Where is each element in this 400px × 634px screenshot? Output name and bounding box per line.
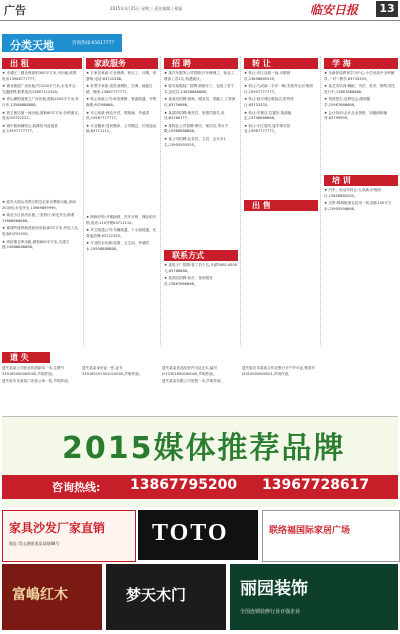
listing: ★ 会计培训:会计从业资格、初级职称辅导,63799999。: [324, 110, 388, 121]
column-listings-1b: [2, 200, 80, 253]
section-header-help: 招 聘: [164, 58, 238, 69]
decoration-ad-title: 丽园装饰: [240, 579, 308, 599]
listing: ★ 某超市招聘:理货员、收银员数名,电话:63766777。: [164, 110, 225, 121]
listing: ★ 青山湖街道独立厂房出租,面积2500平方米,有行车,13588888888。: [2, 97, 79, 107]
listing: ★ 专业防水补漏:屋面、卫生间、外墙防水,15958888888。: [86, 241, 150, 251]
section-header-sell: 出 租: [2, 58, 82, 69]
section-header-study: 学 海: [324, 58, 398, 69]
listing: ★ 转让:市区店面一间,可做餐饮,13858885555。: [244, 71, 291, 81]
column-listings-2b: [86, 215, 158, 255]
sofa-ad-address: 地址:青山湖街道某某路88号: [9, 541, 60, 546]
listing: ★ 环卫疏通公司:马桶疏通、下水道疏通、化粪池清理,63722333。: [86, 228, 157, 238]
redwood-ad-title: 富嶋红木: [12, 587, 68, 603]
listing: ★ 专业搬家:居民搬家、公司搬迁、长短途运输,63711111。: [86, 123, 157, 134]
banner-title: 分类天地: [10, 39, 54, 52]
lost-notices: [2, 366, 398, 412]
section-header-lost: 遗 失: [2, 352, 50, 363]
lost-notice: 遗失某某公司营业执照副本一本,注册号330185000000000,声明作废。: [2, 366, 65, 376]
phone-strip: [2, 475, 398, 499]
date-line: 2015年3月25日 星期三 责任编辑 / 邢磊: [110, 6, 183, 11]
listing: ★ 汽车、电动车转让:九成新,价格面议,13858880000。: [324, 188, 382, 198]
banner-headline: 2015媒体推荐品牌: [62, 431, 346, 466]
listing: ★ 转让:临安城区服装店,带货转让,63733333。: [244, 97, 294, 107]
door-ad: [106, 564, 226, 630]
listing: ★ 转让:小区超市,接手即可营业,13967777777。: [244, 123, 291, 134]
column-divider: [320, 56, 321, 346]
listing: ★ 某电子厂招聘:普工若干名,月薪3000-4500元,63788888。: [164, 263, 238, 273]
section-name: 广告: [4, 4, 26, 17]
listing: ★ 阿枫开锁:开锁换锁、汽车开锁、保险柜开锁,电话:110开锁63711110。: [86, 215, 157, 225]
column-listings-5b: [324, 188, 398, 214]
listing: ★ 全新体验教育学习中心:小学至高中全科辅导,一对一教学,63733355。: [324, 71, 395, 81]
lost-notice: 遗失某某食品经营许可证正本,编号JY13301850000000,声明作废。: [162, 366, 218, 376]
media-brand-banner: [2, 416, 398, 507]
masthead: 临安日报: [310, 3, 359, 17]
listing: ★ 城北小区套房出租,三室两厅,家电齐全,联系13666666666。: [2, 213, 75, 223]
listing: ★ 转让:九成新二手车一辆,手续齐全,价格面议,15957777777。: [244, 84, 313, 94]
page-number: 13: [376, 1, 398, 17]
listing: ★ 转让:早餐店,位置好,客源稳定,13706666666。: [244, 110, 292, 121]
phone-label: 咨询热线:: [52, 481, 101, 494]
listing: ★ 市城区三楼仓库面积300平方米,可出租,联系电话13906777777。: [2, 71, 77, 81]
section-header-camp: 培 训: [324, 175, 398, 186]
lost-notice: 遗失某某有限公司发票一本,声明作废。: [162, 379, 225, 384]
sofa-ad-title: 家具沙发厂家直销: [9, 521, 106, 535]
lost-notice: 遗失某某身份证一张,证号330185197001010000,声明作废。: [82, 366, 143, 376]
lost-notice: 遗失临安市某某合作社银行开户许可证,核准号J3310000000001,声明作废。: [242, 366, 316, 376]
mall-ad: [262, 510, 400, 562]
sofa-ad: [2, 510, 136, 562]
listing: ★ 钱王街店面一间出租,面积60平方米,价格面议,电话:63722222。: [2, 110, 80, 121]
column-divider: [160, 56, 161, 346]
decoration-ad: [230, 564, 398, 630]
listing: ★ 贴心家政公司:家电维修、管道疏通、开锁换锁,63766666。: [86, 97, 157, 107]
section-header-contact: 联系方式: [164, 250, 238, 261]
column-listings-3: [164, 71, 238, 150]
toto-logo: TOTO: [152, 520, 229, 546]
mall-ad-title: 联络福国际家居广场: [269, 526, 351, 536]
section-header-sale: 出 售: [244, 200, 318, 211]
page-header: [0, 0, 400, 21]
column-divider: [240, 56, 241, 346]
column-listings-5: [324, 71, 398, 124]
category-banner: [2, 34, 122, 52]
listing: ★ 某饭店招聘:厨师、服务员、洗碗工,工资面议,63756666。: [164, 97, 236, 107]
listing: ★ 临安某服装厂招聘:熟练车工、包装工若干名,包吃住,13858888888。: [164, 84, 235, 94]
toto-ad: [138, 510, 258, 560]
column-listings-2: [86, 71, 158, 137]
door-ad-title: 梦天木门: [126, 586, 187, 604]
listing: ★ 高虹镇仓库出租,面积800平方米,交通方便,15888888888。: [2, 239, 70, 250]
listing: ★ 临安大明山风景区附近农家乐整体出租,房间20余间,水电齐全,13989899999。: [2, 200, 76, 210]
section-header-transfer: 转 让: [244, 58, 318, 69]
listing: ★ 某物业公司招聘:保安、保洁员,男女不限,15968888888。: [164, 123, 229, 134]
listing: ★ 城中街商铺转让,装修好可直接营业,13957777777。: [2, 123, 58, 134]
phone-number: 13967728617: [262, 477, 370, 493]
listing: ★ 锦北街道厂房出租,约1200平方米,水电齐全,交通便利,联系电话13857112345。: [2, 84, 77, 94]
listing: ★ 安心家政:保洁开荒、擦玻璃、外墙清洗,15967777777。: [86, 110, 150, 121]
banner-phone: 咨询热线:65617777: [72, 41, 115, 46]
column-listings-3b: [164, 263, 238, 289]
redwood-ad: [2, 564, 102, 630]
listing: ★ 某汽车服务公司招聘:汽车修理工、钣金工、喷漆工各2名,待遇面议。: [164, 71, 238, 81]
lost-notice: 遗失临安市某某门市部公章一枚,声明作废。: [2, 379, 72, 384]
column-listings-1: [2, 71, 80, 137]
listing: ★ 某公司招聘:业务员、文员、会计各1名,13905555555。: [164, 136, 226, 147]
section-header-home: 家政服务: [86, 58, 158, 69]
column-listings-4: [244, 71, 318, 137]
listing: ★ 驾校招生:包教包会,随到随学,15967666666。: [324, 97, 371, 107]
listing: ★ 某艺术培训:舞蹈、书法、美术、钢琴,招生进行中,13867888888。: [324, 84, 396, 94]
listing: ★ 好帮手家政:清洗油烟机、空调、地板打蜡、搬家,13867777777。: [86, 84, 153, 94]
phone-number: 13867795200: [130, 477, 238, 493]
column-divider: [83, 56, 84, 346]
listing: ★ 某酒店招聘:前台、客房服务员,13867666666。: [164, 276, 213, 286]
listing: ★ 出售:锦城街道农居房一套,面积150平方米,13905556666。: [324, 201, 392, 211]
listing: ★ 万家乐家政:专业保姆、钟点工、月嫂、育婴师,电话:63722288。: [86, 71, 157, 81]
decoration-ad-subtitle: 全国连锁装修行业百强企业: [240, 609, 301, 615]
listing: ★ 锦城玲珑岭新苑套房出租,80平方米,拎包入住,电话63755555。: [2, 226, 80, 236]
